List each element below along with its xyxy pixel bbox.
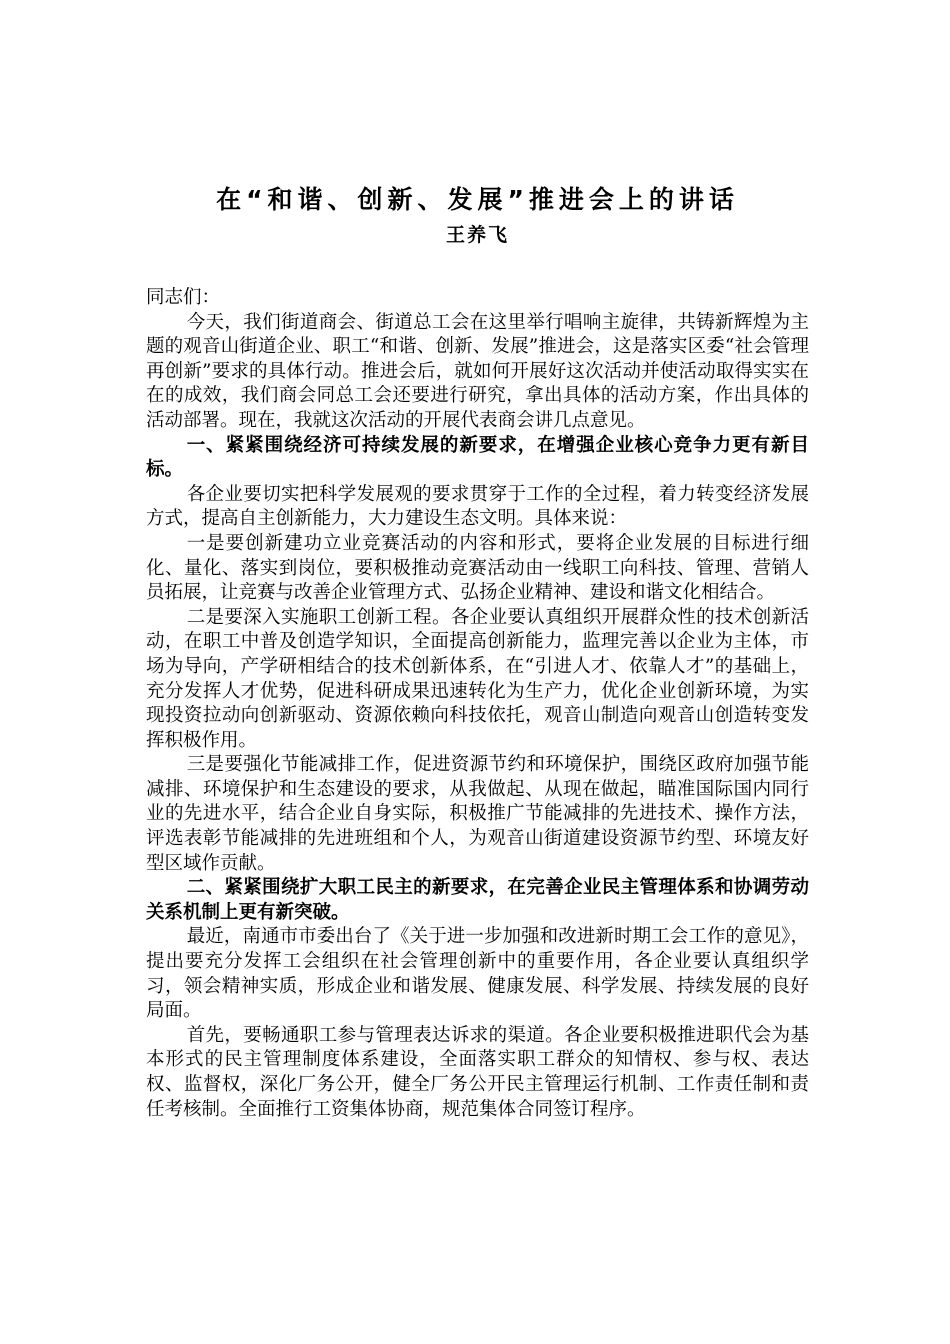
paragraph: 三是要强化节能减排工作，促进资源节约和环境保护，围绕区政府加强节能减排、环境保护和生态建设的要求，从我做起、从现在做起，瞄准国际国内同行业的先进水平，结合企业自身实际，积极推广节能减排的先进技术、操作方法，评选表彰节能减排的先进班组和个人，为观音山街道建设资源节约型、环境友好型区域作贡献。 bbox=[146, 754, 809, 874]
paragraph-intro: 今天，我们街道商会、街道总工会在这里举行唱响主旋律，共铸新辉煌为主题的观音山街道企业、职工“和谐、创新、发展”推进会，这是落实区委“社会管理再创新”要求的具体行动。推进会后，就如何开展好这次活动并使活动取得实实在在的成效，我们商会同总工会还要进行研究，拿出具体的活动方案，作出具体的活动部署。现在，我就这次活动的开展代表商会讲几点意见。 bbox=[146, 311, 809, 431]
document-author: 王养飞 bbox=[445, 224, 509, 246]
paragraph: 各企业要切实把科学发展观的要求贯穿于工作的全过程，着力转变经济发展方式，提高自主创新能力，大力建设生态文明。具体来说： bbox=[146, 483, 809, 530]
section-heading-1: 一、紧紧围绕经济可持续发展的新要求，在增强企业核心竞争力更有新目标。 bbox=[146, 434, 809, 481]
paragraph: 一是要创新建功立业竞赛活动的内容和形式，要将企业发展的目标进行细化、量化、落实到岗位，要积极推动竞赛活动由一线职工向科技、管理、营销人员拓展，让竞赛与改善企业管理方式、弘扬企业精神、建设和谐文化相结合。 bbox=[146, 532, 809, 604]
salutation: 同志们： bbox=[146, 287, 221, 308]
document-title: 在“和谐、创新、发展”推进会上的讲话 bbox=[216, 185, 739, 214]
paragraph: 二是要深入实施职工创新工程。各企业要认真组织开展群众性的技术创新活动，在职工中普及创造学知识，全面提高创新能力，监理完善以企业为主体，市场为导向，产学研相结合的技术创新体系，在“引进人才、依靠人才”的基础上，充分发挥人才优势，促进科研成果迅速转化为生产力，优化企业创新环境，为实现投资拉动向创新驱动、资源依赖向科技依托，观音山制造向观音山创造转变发挥积极作用。 bbox=[146, 606, 809, 751]
paragraph: 首先，要畅通职工参与管理表达诉求的渠道。各企业要积极推进职代会为基本形式的民主管理制度体系建设，全面落实职工群众的知情权、参与权、表达权、监督权，深化厂务公开，健全厂务公开民主管理运行机制、工作责任制和责任考核制。全面推行工资集体协商，规范集体合同签订程序。 bbox=[146, 1024, 809, 1120]
paragraph: 最近，南通市市委出台了《关于进一步加强和改进新时期工会工作的意见》，提出要充分发挥工会组织在社会管理创新中的重要作用，各企业要认真组织学习，领会精神实质，形成企业和谐发展、健康发展、科学发展、持续发展的良好局面。 bbox=[146, 926, 809, 1022]
document-page bbox=[146, 180, 809, 1122]
document-body bbox=[146, 286, 809, 1122]
section-heading-2: 二、紧紧围绕扩大职工民主的新要求，在完善企业民主管理体系和协调劳动关系机制上更有新突破。 bbox=[146, 877, 809, 923]
